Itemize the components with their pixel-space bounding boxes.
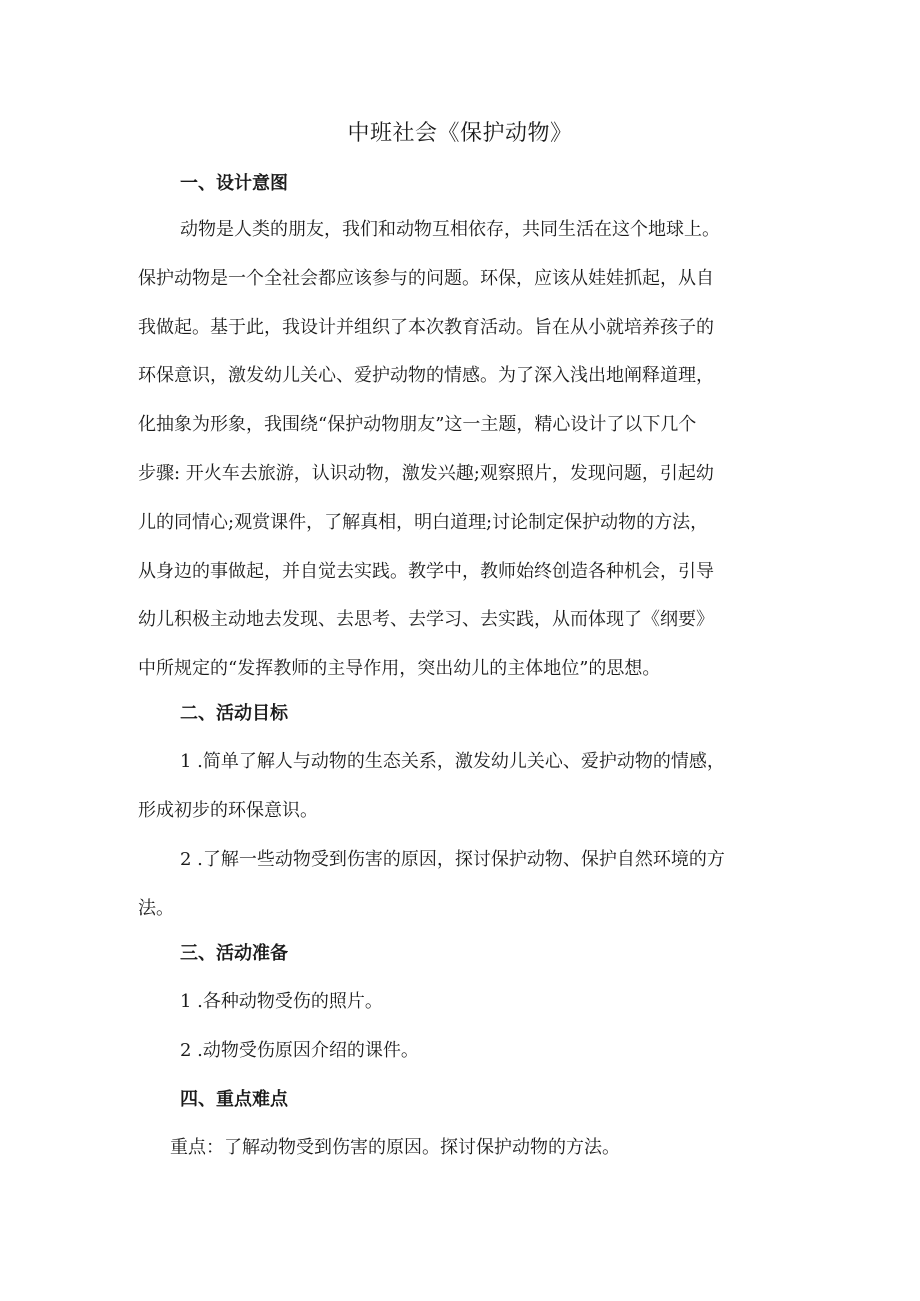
paragraph-line: 步骤: 开火车去旅游，认识动物，激发兴趣;观察照片，发现问题，引起幼: [138, 462, 714, 484]
paragraph-line: 动物是人类的朋友，我们和动物互相依存，共同生活在这个地球上。: [180, 219, 720, 240]
paragraph-line: 化抽象为形象，我围绕“保护动物朋友”这一主题，精心设计了以下几个: [138, 414, 697, 436]
paragraph-line: 法。: [138, 897, 174, 919]
paragraph-line: 从身边的事做起，并自觉去实践。教学中，教师始终创造各种机会，引导: [138, 560, 714, 582]
prep-item-1: 1 .各种动物受伤的照片。: [180, 991, 383, 1012]
paragraph-line: 形成初步的环保意识。: [138, 799, 318, 821]
paragraph-line: 儿的同情心;观赏课件，了解真相，明白道理;讨论制定保护动物的方法，: [138, 511, 709, 533]
key-point-line: 重点：了解动物受到伤害的原因。探讨保护动物的方法。: [170, 1137, 620, 1158]
design-intent-paragraph: [138, 206, 788, 694]
page-title: 中班社会《保护动物》: [347, 121, 573, 146]
section-heading-design-intent: 一、设计意图: [180, 173, 288, 194]
paragraph-line: 中所规定的“发挥教师的主导作用，突出幼儿的主体地位”的思想。: [138, 658, 661, 680]
section-heading-activity-prep: 三、活动准备: [180, 943, 288, 964]
paragraph-line: 保护动物是一个全社会都应该参与的问题。环保，应该从娃娃抓起，从自: [138, 267, 714, 289]
paragraph-line: 环保意识，激发幼儿关心、爱护动物的情感。为了深入浅出地阐释道理，: [138, 365, 714, 387]
paragraph-line: 1 .简单了解人与动物的生态关系，激发幼儿关心、爱护动物的情感，: [180, 751, 725, 772]
paragraph-line: 我做起。基于此，我设计并组织了本次教育活动。旨在从小就培养孩子的: [138, 316, 714, 338]
goal-item-2: [138, 836, 788, 934]
paragraph-line: 2 .了解一些动物受到伤害的原因，探讨保护动物、保护自然环境的方: [180, 849, 725, 870]
paragraph-line: 幼儿积极主动地去发现、去思考、去学习、去实践，从而体现了《纲要》: [138, 609, 714, 631]
prep-list: [138, 978, 788, 1076]
section-heading-key-difficulties: 四、重点难点: [180, 1089, 288, 1110]
key-point-paragraph: [170, 1124, 790, 1173]
prep-item-2: 2 .动物受伤原因介绍的课件。: [180, 1039, 419, 1061]
goal-item-1: [138, 738, 788, 836]
section-heading-activity-goals: 二、活动目标: [180, 703, 288, 724]
